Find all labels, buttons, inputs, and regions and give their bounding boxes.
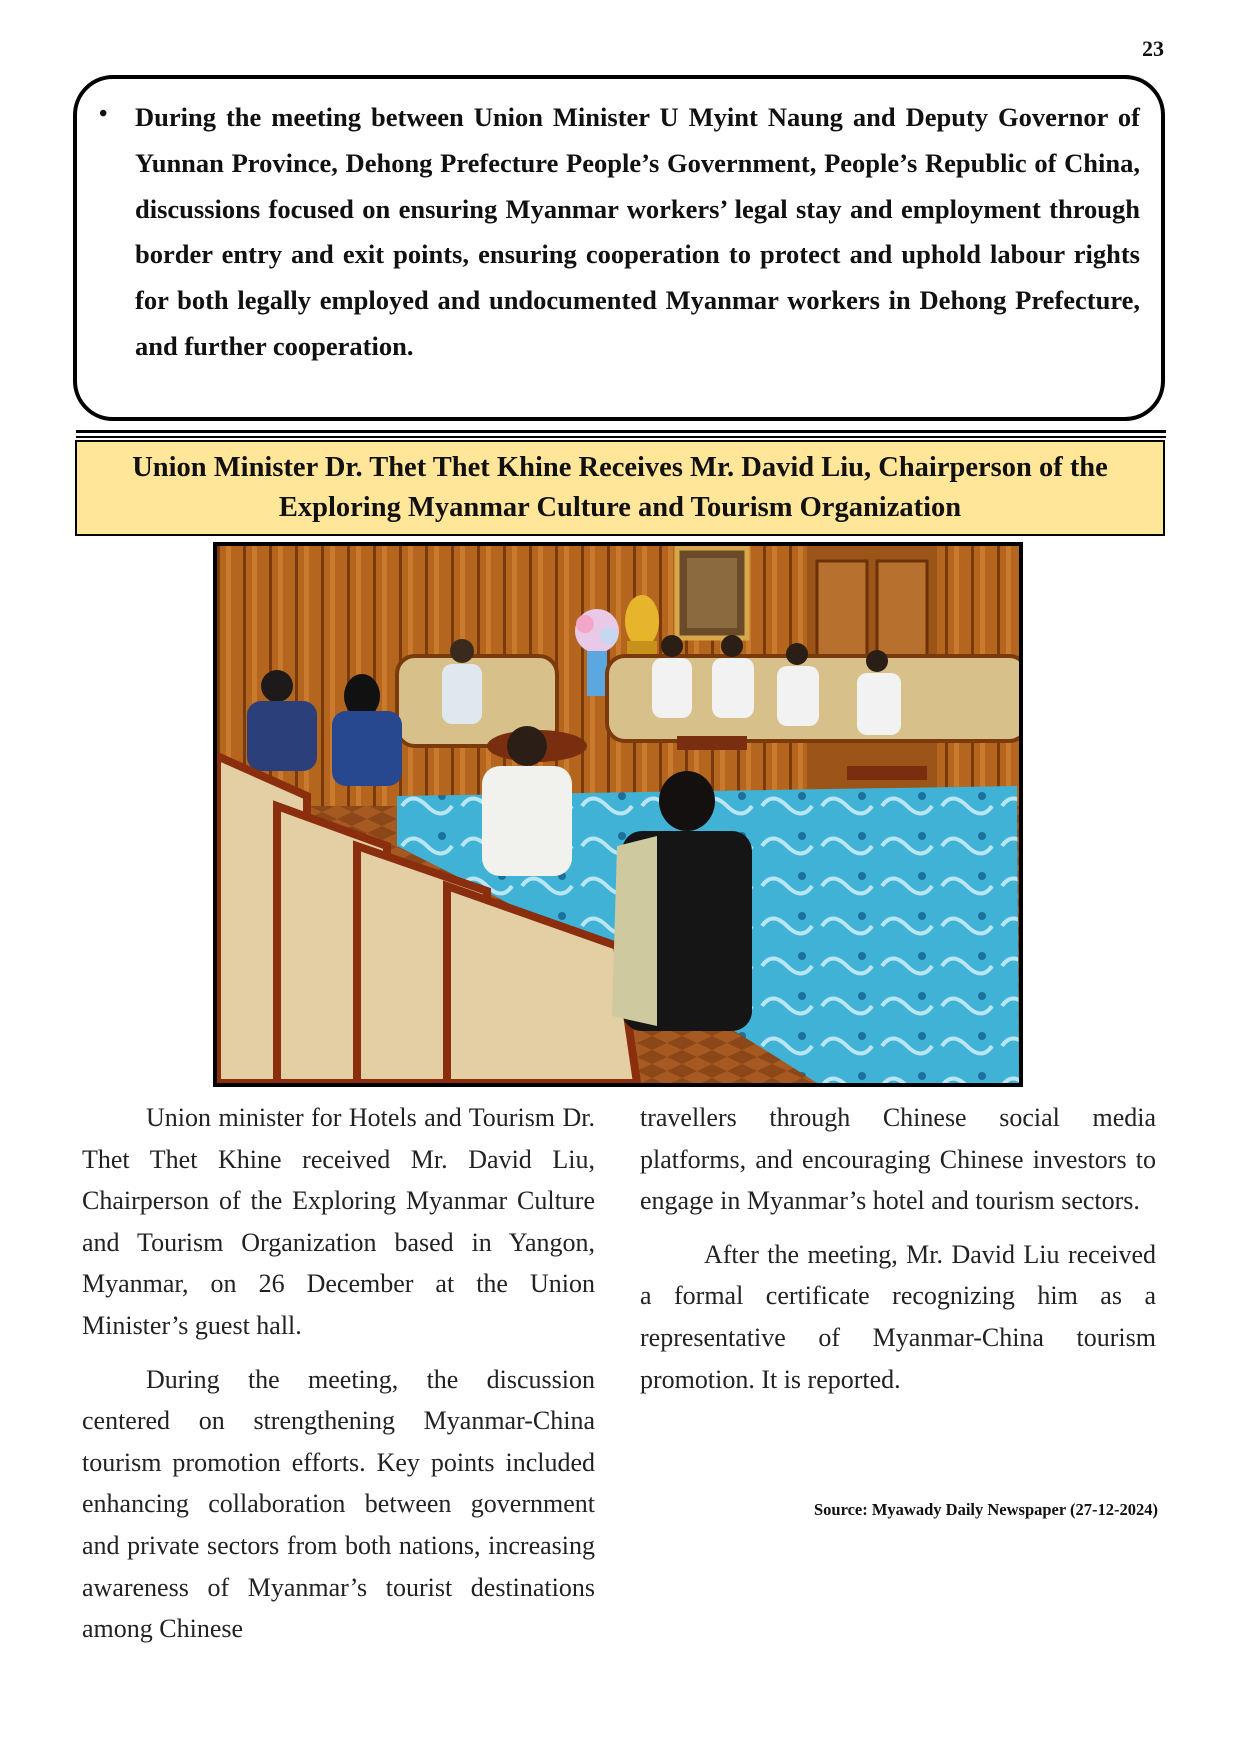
article-paragraph: After the meeting, Mr. David Liu received a formal certificate recognizing him as a representative of Myanmar-China tourism promotion. It is reported.	[640, 1239, 1156, 1394]
bullet-callout-box	[73, 75, 1165, 421]
article-paragraph: Union minister for Hotels and Tourism Dr. Thet Thet Khine received Mr. David Liu, Chairperson of the Exploring Myanmar Culture and Tourism Organization based in Yangon, Myanmar, on 26 December at the Union Minister’s guest hall.	[82, 1103, 595, 1340]
headline-line-2: Exploring Myanmar Culture and Tourism Organization	[278, 492, 962, 523]
article-column-right	[640, 1097, 1156, 1400]
divider-rule-thin	[76, 436, 1166, 438]
page-number: 23	[1142, 36, 1164, 61]
bullet-text: During the meeting between Union Minister U Myint Naung and Deputy Governor of Yunnan Province, Dehong Prefecture People’s Government, People’s Republic of China, discussions focused on ensuring Myanmar workers’ legal stay and employment through border entry and exit points, ensuring cooperation to protect and uphold labour rights for both legally employed and undocumented Myanmar workers in Dehong Prefecture, and further cooperation.	[135, 102, 1140, 361]
headline-line-1: Union Minister Dr. Thet Thet Khine Receives Mr. David Liu, Chairperson of the	[132, 452, 1108, 483]
article-paragraph: During the meeting, the discussion centered on strengthening Myanmar-China tourism promotion efforts. Key points included enhancing collaboration between government and private sectors from both nations, increasing awareness of Myanmar’s tourist destinations among Chinese	[82, 1364, 595, 1644]
headline-banner	[75, 440, 1165, 536]
divider-rule-thick	[76, 430, 1166, 433]
meeting-photo	[213, 542, 1023, 1087]
bullet-marker: •	[99, 101, 108, 127]
article-paragraph: travellers through Chinese social media platforms, and encouraging Chinese investors to engage in Myanmar’s hotel and tourism sectors.	[640, 1103, 1156, 1216]
source-citation: Source: Myawady Daily Newspaper (27-12-2024)	[813, 1500, 1158, 1519]
article-column-left	[82, 1097, 595, 1650]
